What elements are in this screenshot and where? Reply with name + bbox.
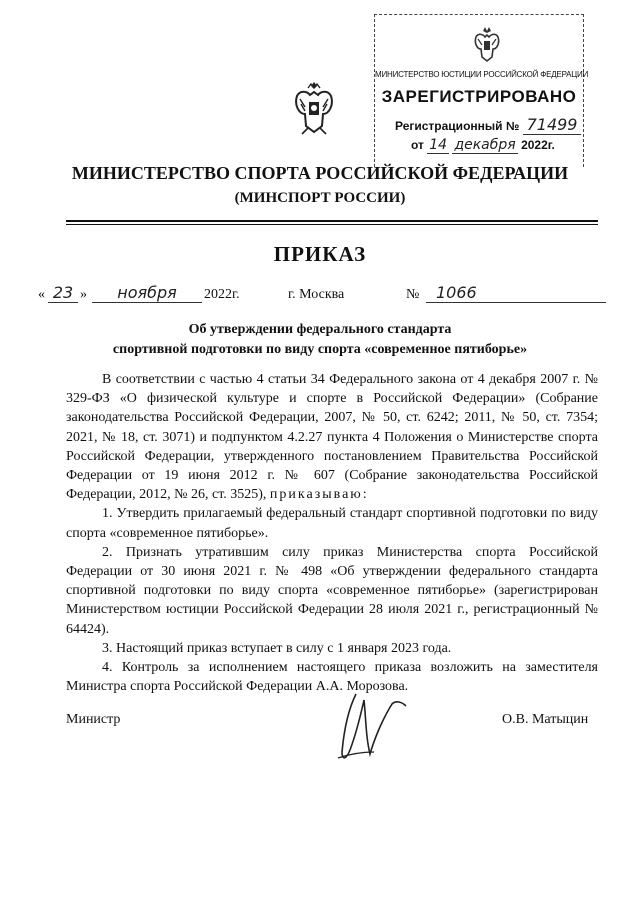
order-city: г. Москва [288, 287, 345, 302]
body-intro-text: В соответствии с частью 4 статьи 34 Федерального закона от 4 декабря 2007 г. № 329-ФЗ «О физической культуре и спорте в Российской Федерации» (Собрание законодательства Российской Федерации, 2007, № 50, ст. 6242; 2011, № 50, ст. 7354; 2021, № 18, ст. 3071) и подпунктом 4.2.27 пункта 4 Положения о Министерстве спорта Российской Федерации, утвержденного постановлением Правительства Российской Федерации от 19 июня 2012 г. № 607 (Собрание законодательства Российской Федерации, 2012, № 26, ст. 3525), [66, 372, 598, 503]
order-title: ПРИКАЗ [273, 242, 367, 266]
ministry-short-name: (МИНСПОРТ РОССИИ) [234, 190, 406, 206]
subject-line-2: спортивной подготовки по виду спорта «современное пятиборье» [112, 342, 528, 357]
subject-line-1: Об утверждении федерального стандарта [188, 322, 452, 337]
order-number-label: № [406, 287, 420, 302]
body-item-3: 3. Настоящий приказ вступает в силу с 1 января 2023 года. [102, 640, 452, 656]
stamp-reg-row [395, 115, 583, 134]
ministry-title: МИНИСТЕРСТВО СПОРТА РОССИЙСКОЙ ФЕДЕРАЦИИ [71, 163, 569, 183]
order-word: приказываю: [269, 487, 369, 503]
stamp-date-month: декабря [454, 137, 516, 153]
order-year: 2022г. [204, 287, 240, 302]
registration-stamp [374, 14, 589, 167]
signer-position: Министр [66, 712, 121, 727]
body-item-4: 4. Контроль за исполнением настоящего приказа возложить на заместителя Министра спорта Российской Федерации А.А. Морозова. [66, 660, 598, 695]
order-body [66, 370, 598, 696]
stamp-reg-label: Регистрационный № [395, 119, 520, 133]
header-rule [66, 220, 598, 222]
stamp-ministry: МИНИСТЕРСТВО ЮСТИЦИИ РОССИЙСКОЙ ФЕДЕРАЦИИ [375, 70, 589, 79]
coat-of-arms-icon [472, 25, 502, 65]
coat-of-arms-icon [292, 80, 336, 138]
order-month: ноября [92, 283, 202, 303]
header-rule-thin [66, 224, 598, 225]
stamp-date-year: 2022г. [521, 138, 555, 152]
order-day: 23 [48, 283, 78, 303]
order-number: 1066 [426, 283, 606, 303]
signer-name: О.В. Матыцин [502, 712, 589, 727]
body-item-2: 2. Признать утратившим силу приказ Министерства спорта Российской Федерации от 30 июня 2021 г. № 498 «Об утверждении федерального стандарта спортивной подготовки по виду спорта «современное пятиборье» (зарегистрирован Министерством юстиции Российской Федерации 28 июля 2021 г., регистрационный № 64424). [66, 544, 598, 637]
signature-icon [328, 690, 418, 770]
date-quote-open: « [38, 287, 45, 302]
stamp-date-row [411, 137, 581, 153]
date-quote-close: » [80, 287, 87, 302]
body-item-1: 1. Утвердить прилагаемый федеральный стандарт спортивной подготовки по виду спорта «современное пятиборье». [66, 506, 598, 541]
order-date-line [34, 283, 614, 305]
body-intro [66, 370, 598, 504]
stamp-date-day: 14 [429, 137, 448, 153]
stamp-registered: ЗАРЕГИСТРИРОВАНО [381, 87, 577, 106]
order-subject [60, 320, 580, 360]
stamp-reg-number: 71499 [523, 115, 582, 135]
stamp-date-prefix: от [411, 138, 424, 152]
